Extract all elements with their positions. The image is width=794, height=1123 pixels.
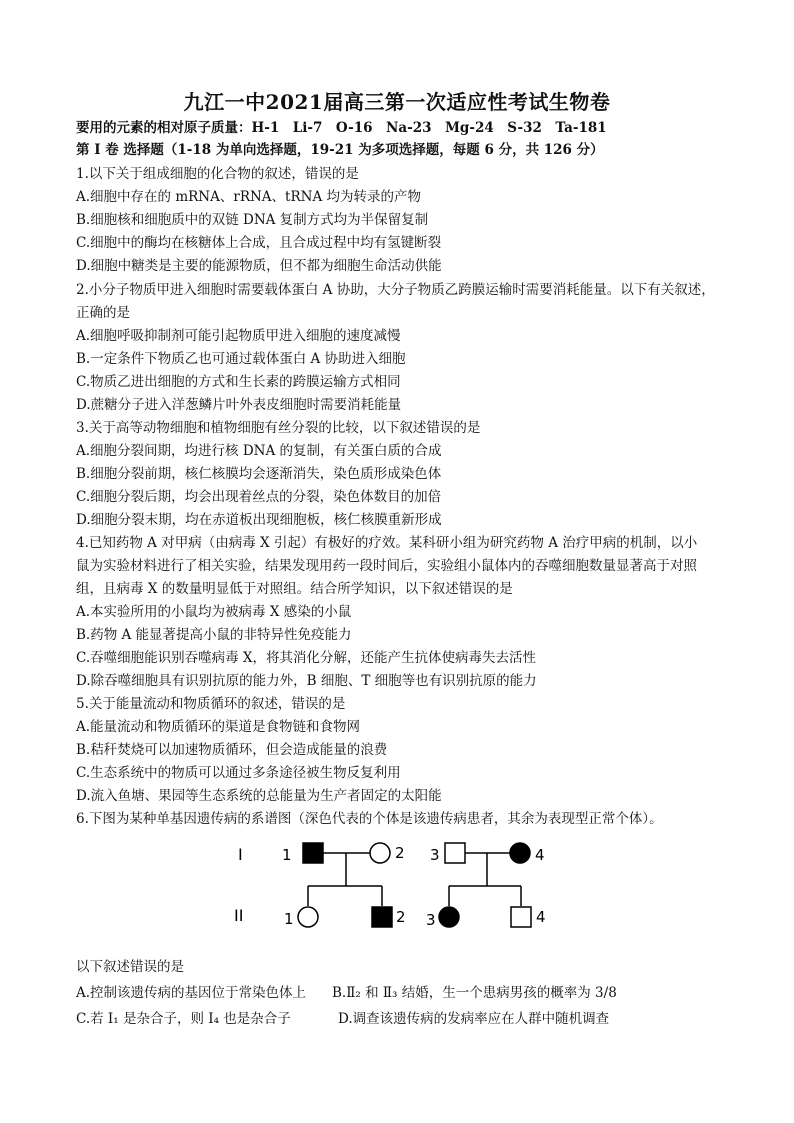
q4-stem-line3: 组，且病毒 X 的数量明显低于对照组。结合所学知识，以下叙述错误的是 [76, 581, 513, 597]
q3-option-c: C.细胞分裂后期，均会出现着丝点的分裂，染色体数目的加倍 [76, 489, 442, 505]
q4-stem-line1: 4.已知药物 A 对甲病（由病毒 X 引起）有极好的疗效。某科研小组为研究药物 A 治疗甲病的机制，以小 [76, 535, 698, 551]
q2-stem-line1: 2.小分子物质甲进入细胞时需要载体蛋白 A 协助，大分子物质乙跨膜运输时需要消耗能量。以下有关叙述， [76, 282, 715, 298]
q3-option-b: B.细胞分裂前期，核仁核膜均会逐渐消失，染色质形成染色体 [76, 466, 442, 482]
individual-number-II2: 2 [396, 908, 406, 926]
section-heading: 第 I 卷 选择题（1-18 为单向选择题，19-21 为多项选择题，每题 6 分，共 126 分） [76, 142, 604, 158]
q2-option-a: A.细胞呼吸抑制剂可能引起物质甲进入细胞的速度减慢 [76, 328, 401, 344]
q6-option-b: B.Ⅱ₂ 和 Ⅱ₃ 结婚，生一个患病男孩的概率为 3/8 [332, 985, 617, 1001]
individual-number-I4: 4 [535, 846, 545, 864]
individual-I1-affected-male [303, 843, 323, 863]
q6-option-c: C.若 I₁ 是杂合子，则 I₄ 也是杂合子 [76, 1011, 291, 1027]
q5-option-c: C.生态系统中的物质可以通过多条途径被生物反复利用 [76, 765, 401, 781]
atomic-masses: 要用的元素的相对原子质量：H-1 Li-7 O-16 Na-23 Mg-24 S-32 Ta-181 [76, 120, 607, 136]
individual-II1-normal-female [298, 907, 318, 927]
q4-option-b: B.药物 A 能显著提高小鼠的非特异性免疫能力 [76, 627, 352, 643]
q2-option-b: B.一定条件下物质乙也可通过载体蛋白 A 协助进入细胞 [76, 351, 406, 367]
individual-number-II3: 3 [426, 911, 436, 929]
q6-prompt: 以下叙述错误的是 [76, 959, 184, 975]
individual-II3-affected-female [439, 907, 459, 927]
q6-option-d: D.调查该遗传病的发病率应在人群中随机调查 [338, 1011, 610, 1027]
individual-I4-affected-female [510, 843, 530, 863]
generation-label-1: I [238, 845, 243, 864]
individual-number-I1: 1 [282, 846, 292, 864]
exam-title: 九江一中2021届高三第一次适应性考试生物卷 [183, 90, 611, 114]
q6-option-a: A.控制该遗传病的基因位于常染色体上 [76, 985, 307, 1001]
individual-number-II1: 1 [284, 910, 294, 928]
q4-option-a: A.本实验所用的小鼠均为被病毒 X 感染的小鼠 [76, 604, 352, 620]
individual-II2-affected-male [372, 907, 392, 927]
generation-label-2: II [234, 906, 244, 925]
individual-number-I2: 2 [395, 844, 405, 862]
q4-stem-line2: 鼠为实验材料进行了相关实验，结果发现用药一段时间后，实验组小鼠体内的吞噬细胞数量显著高于对照 [76, 558, 697, 574]
q6-stem: 6.下图为某种单基因遗传病的系谱图（深色代表的个体是该遗传病患者，其余为表现型正常个体）。 [76, 811, 663, 827]
q2-option-c: C.物质乙进出细胞的方式和生长素的跨膜运输方式相同 [76, 374, 401, 390]
individual-number-I3: 3 [430, 846, 440, 864]
individual-I2-normal-female [370, 843, 390, 863]
q1-option-d: D.细胞中糖类是主要的能源物质，但不都为细胞生命活动供能 [76, 258, 442, 274]
q1-stem: 1.以下关于组成细胞的化合物的叙述，错误的是 [76, 166, 359, 182]
q3-stem: 3.关于高等动物细胞和植物细胞有丝分裂的比较，以下叙述错误的是 [76, 420, 481, 436]
pedigree-diagram [0, 830, 794, 950]
individual-number-II4: 4 [536, 908, 546, 926]
q3-option-d: D.细胞分裂末期，均在赤道板出现细胞板，核仁核膜重新形成 [76, 512, 442, 528]
individual-I3-normal-male [445, 843, 465, 863]
q1-option-b: B.细胞核和细胞质中的双链 DNA 复制方式均为半保留复制 [76, 212, 429, 228]
q5-stem: 5.关于能量流动和物质循环的叙述，错误的是 [76, 696, 346, 712]
q4-option-c: C.吞噬细胞能识别吞噬病毒 X，将其消化分解，还能产生抗体使病毒失去活性 [76, 650, 537, 666]
q5-option-b: B.秸秆焚烧可以加速物质循环，但会造成能量的浪费 [76, 742, 388, 758]
q1-option-a: A.细胞中存在的 mRNA、rRNA、tRNA 均为转录的产物 [76, 189, 421, 205]
q1-option-c: C.细胞中的酶均在核糖体上合成，且合成过程中均有氢键断裂 [76, 235, 442, 251]
q4-option-d: D.除吞噬细胞具有识别抗原的能力外，B 细胞、T 细胞等也有识别抗原的能力 [76, 673, 537, 689]
q5-option-d: D.流入鱼塘、果园等生态系统的总能量为生产者固定的太阳能 [76, 788, 442, 804]
q2-stem-line2: 正确的是 [76, 305, 130, 321]
q3-option-a: A.细胞分裂间期，均进行核 DNA 的复制，有关蛋白质的合成 [76, 443, 442, 459]
q2-option-d: D.蔗糖分子进入洋葱鳞片叶外表皮细胞时需要消耗能量 [76, 397, 402, 413]
q5-option-a: A.能量流动和物质循环的渠道是食物链和食物网 [76, 719, 361, 735]
individual-II4-normal-male [511, 907, 531, 927]
